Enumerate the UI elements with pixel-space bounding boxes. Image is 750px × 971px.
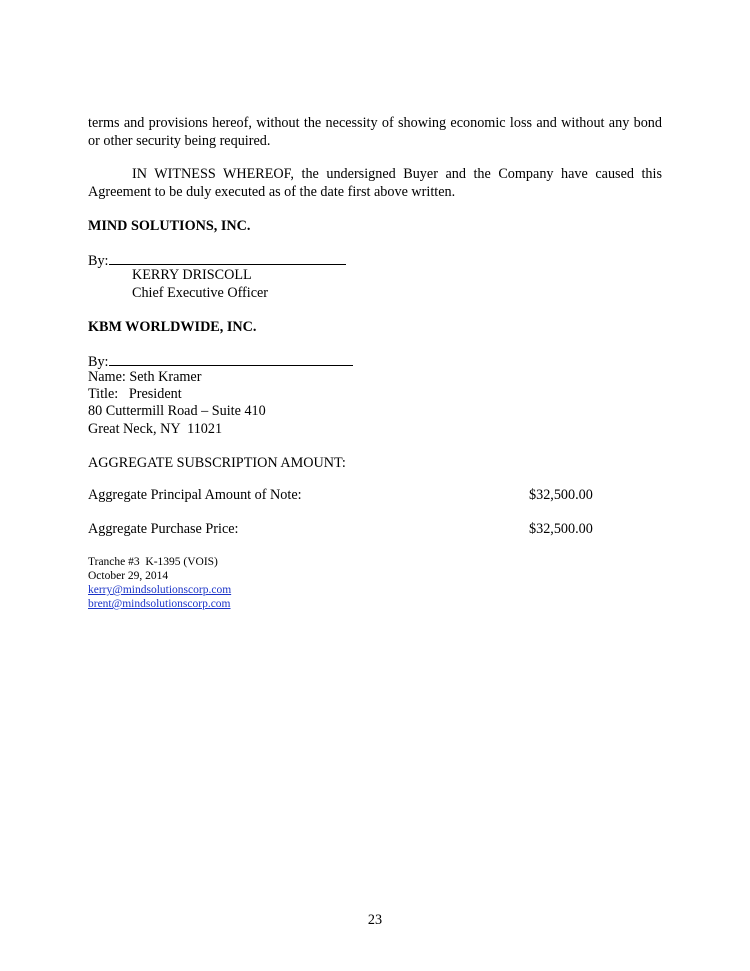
price-label: Aggregate Purchase Price: bbox=[88, 521, 239, 537]
company-signature-underline bbox=[109, 251, 346, 265]
paragraph-witness: IN WITNESS WHEREOF, the undersigned Buyer and the Company have caused this Agreement to be duly executed as of the date first above written. bbox=[88, 166, 662, 200]
buyer-title-line: Title: President bbox=[88, 386, 182, 402]
company-signer-name: KERRY DRISCOLL bbox=[132, 267, 252, 283]
date-note: October 29, 2014 bbox=[88, 570, 169, 582]
email-link-brent[interactable]: brent@mindsolutionscorp.com bbox=[88, 598, 231, 610]
company-signer-title: Chief Executive Officer bbox=[132, 285, 269, 301]
buyer-signature-underline bbox=[109, 352, 353, 366]
tranche-note: Tranche #3 K-1395 (VOIS) bbox=[88, 556, 218, 568]
page-number: 23 bbox=[367, 912, 383, 928]
company-by-label: By: bbox=[88, 253, 109, 269]
paragraph-terms: terms and provisions hereof, without the necessity of showing economic loss and without any bond or other security being required. bbox=[88, 115, 662, 149]
buyer-address-line1: 80 Cuttermill Road – Suite 410 bbox=[88, 403, 266, 419]
company-name: MIND SOLUTIONS, INC. bbox=[88, 218, 251, 234]
buyer-by-label: By: bbox=[88, 354, 109, 370]
price-value: $32,500.00 bbox=[529, 521, 593, 537]
buyer-name: KBM WORLDWIDE, INC. bbox=[88, 319, 257, 335]
buyer-name-line: Name: Seth Kramer bbox=[88, 369, 202, 385]
principal-value: $32,500.00 bbox=[529, 487, 593, 503]
buyer-address-line2: Great Neck, NY 11021 bbox=[88, 421, 223, 437]
principal-label: Aggregate Principal Amount of Note: bbox=[88, 487, 302, 503]
subscription-heading: AGGREGATE SUBSCRIPTION AMOUNT: bbox=[88, 455, 346, 471]
email-link-kerry[interactable]: kerry@mindsolutionscorp.com bbox=[88, 584, 232, 596]
